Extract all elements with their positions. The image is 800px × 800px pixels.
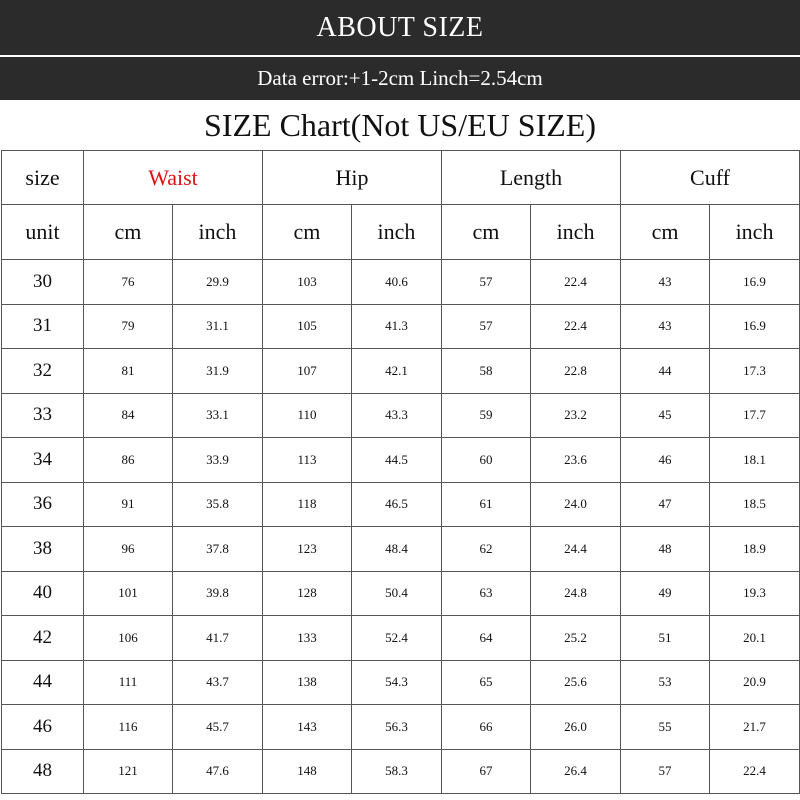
table-cell: 58.3 xyxy=(352,749,442,794)
table-cell: 35.8 xyxy=(173,482,263,527)
table-cell: 48 xyxy=(621,527,710,572)
unit-cell: cm xyxy=(621,205,710,260)
table-cell: 118 xyxy=(263,482,352,527)
table-cell: 22.4 xyxy=(710,749,800,794)
table-row xyxy=(2,749,800,794)
table-cell: 49 xyxy=(621,571,710,616)
table-cell: 76 xyxy=(84,260,173,305)
banner-subtitle: Data error:+1-2cm Linch=2.54cm xyxy=(257,66,543,90)
table-cell: 29.9 xyxy=(173,260,263,305)
table-cell: 26.0 xyxy=(531,705,621,750)
table-cell: 116 xyxy=(84,705,173,750)
size-header: size xyxy=(2,151,84,205)
table-cell: 42.1 xyxy=(352,349,442,394)
table-cell: 20.1 xyxy=(710,616,800,661)
table-cell: 22.4 xyxy=(531,304,621,349)
table-cell: 123 xyxy=(263,527,352,572)
table-cell: 22.4 xyxy=(531,260,621,305)
table-cell: 46 xyxy=(621,438,710,483)
table-cell: 62 xyxy=(442,527,531,572)
table-cell: 54.3 xyxy=(352,660,442,705)
table-cell: 60 xyxy=(442,438,531,483)
size-cell: 40 xyxy=(2,571,84,616)
table-cell: 63 xyxy=(442,571,531,616)
table-cell: 101 xyxy=(84,571,173,616)
size-table xyxy=(1,150,800,794)
table-cell: 43.7 xyxy=(173,660,263,705)
size-chart-title: SIZE Chart(Not US/EU SIZE) xyxy=(204,106,596,143)
table-cell: 18.5 xyxy=(710,482,800,527)
table-cell: 31.1 xyxy=(173,304,263,349)
table-cell: 16.9 xyxy=(710,260,800,305)
table-cell: 86 xyxy=(84,438,173,483)
size-cell: 38 xyxy=(2,527,84,572)
table-cell: 106 xyxy=(84,616,173,661)
table-cell: 45 xyxy=(621,393,710,438)
table-row xyxy=(2,527,800,572)
table-cell: 18.1 xyxy=(710,438,800,483)
table-cell: 84 xyxy=(84,393,173,438)
unit-cell: cm xyxy=(84,205,173,260)
table-cell: 56.3 xyxy=(352,705,442,750)
size-cell: 34 xyxy=(2,438,84,483)
unit-cell: inch xyxy=(710,205,800,260)
table-cell: 37.8 xyxy=(173,527,263,572)
table-cell: 17.7 xyxy=(710,393,800,438)
table-cell: 57 xyxy=(621,749,710,794)
table-row xyxy=(2,616,800,661)
table-cell: 16.9 xyxy=(710,304,800,349)
table-cell: 25.2 xyxy=(531,616,621,661)
table-cell: 41.3 xyxy=(352,304,442,349)
size-cell: 32 xyxy=(2,349,84,394)
table-cell: 33.1 xyxy=(173,393,263,438)
unit-cell: cm xyxy=(263,205,352,260)
table-cell: 43 xyxy=(621,304,710,349)
table-cell: 67 xyxy=(442,749,531,794)
length-header: Length xyxy=(442,151,621,205)
unit-cell: inch xyxy=(352,205,442,260)
table-cell: 23.6 xyxy=(531,438,621,483)
table-cell: 57 xyxy=(442,260,531,305)
table-cell: 91 xyxy=(84,482,173,527)
table-cell: 50.4 xyxy=(352,571,442,616)
table-cell: 43 xyxy=(621,260,710,305)
table-cell: 96 xyxy=(84,527,173,572)
table-row xyxy=(2,349,800,394)
table-cell: 41.7 xyxy=(173,616,263,661)
size-cell: 48 xyxy=(2,749,84,794)
table-cell: 66 xyxy=(442,705,531,750)
table-cell: 51 xyxy=(621,616,710,661)
size-cell: 36 xyxy=(2,482,84,527)
table-cell: 26.4 xyxy=(531,749,621,794)
table-cell: 103 xyxy=(263,260,352,305)
table-cell: 39.8 xyxy=(173,571,263,616)
waist-header: Waist xyxy=(84,151,263,205)
size-cell: 33 xyxy=(2,393,84,438)
table-cell: 20.9 xyxy=(710,660,800,705)
table-cell: 110 xyxy=(263,393,352,438)
table-cell: 19.3 xyxy=(710,571,800,616)
table-cell: 55 xyxy=(621,705,710,750)
size-cell: 31 xyxy=(2,304,84,349)
unit-cell: inch xyxy=(173,205,263,260)
table-row xyxy=(2,438,800,483)
unit-cell: cm xyxy=(442,205,531,260)
size-cell: 44 xyxy=(2,660,84,705)
table-cell: 138 xyxy=(263,660,352,705)
table-row xyxy=(2,705,800,750)
table-cell: 52.4 xyxy=(352,616,442,661)
size-cell: 30 xyxy=(2,260,84,305)
size-cell: 42 xyxy=(2,616,84,661)
table-cell: 33.9 xyxy=(173,438,263,483)
table-row xyxy=(2,482,800,527)
table-row xyxy=(2,260,800,305)
cuff-header: Cuff xyxy=(621,151,800,205)
table-cell: 133 xyxy=(263,616,352,661)
table-cell: 44 xyxy=(621,349,710,394)
table-cell: 57 xyxy=(442,304,531,349)
table-cell: 148 xyxy=(263,749,352,794)
table-cell: 47.6 xyxy=(173,749,263,794)
table-cell: 81 xyxy=(84,349,173,394)
table-cell: 21.7 xyxy=(710,705,800,750)
table-cell: 64 xyxy=(442,616,531,661)
size-cell: 46 xyxy=(2,705,84,750)
table-cell: 128 xyxy=(263,571,352,616)
table-row xyxy=(2,304,800,349)
table-cell: 24.0 xyxy=(531,482,621,527)
table-cell: 40.6 xyxy=(352,260,442,305)
unit-cell: inch xyxy=(531,205,621,260)
about-size-banner xyxy=(0,0,800,55)
table-row xyxy=(2,660,800,705)
table-cell: 23.2 xyxy=(531,393,621,438)
table-cell: 113 xyxy=(263,438,352,483)
table-row xyxy=(2,571,800,616)
banner-title: ABOUT SIZE xyxy=(316,11,484,43)
table-cell: 44.5 xyxy=(352,438,442,483)
hip-header: Hip xyxy=(263,151,442,205)
table-cell: 46.5 xyxy=(352,482,442,527)
table-cell: 47 xyxy=(621,482,710,527)
table-cell: 143 xyxy=(263,705,352,750)
unit-header: unit xyxy=(2,205,84,260)
group-header-row xyxy=(2,151,800,205)
table-cell: 65 xyxy=(442,660,531,705)
table-cell: 25.6 xyxy=(531,660,621,705)
table-cell: 31.9 xyxy=(173,349,263,394)
unit-header-row xyxy=(2,205,800,260)
table-cell: 24.8 xyxy=(531,571,621,616)
table-cell: 45.7 xyxy=(173,705,263,750)
table-row xyxy=(2,393,800,438)
table-cell: 111 xyxy=(84,660,173,705)
table-cell: 58 xyxy=(442,349,531,394)
data-error-banner xyxy=(0,57,800,100)
table-cell: 53 xyxy=(621,660,710,705)
table-cell: 22.8 xyxy=(531,349,621,394)
table-cell: 48.4 xyxy=(352,527,442,572)
table-cell: 59 xyxy=(442,393,531,438)
table-cell: 79 xyxy=(84,304,173,349)
table-cell: 43.3 xyxy=(352,393,442,438)
table-cell: 105 xyxy=(263,304,352,349)
table-cell: 107 xyxy=(263,349,352,394)
table-cell: 17.3 xyxy=(710,349,800,394)
table-cell: 24.4 xyxy=(531,527,621,572)
table-cell: 121 xyxy=(84,749,173,794)
table-cell: 61 xyxy=(442,482,531,527)
table-cell: 18.9 xyxy=(710,527,800,572)
